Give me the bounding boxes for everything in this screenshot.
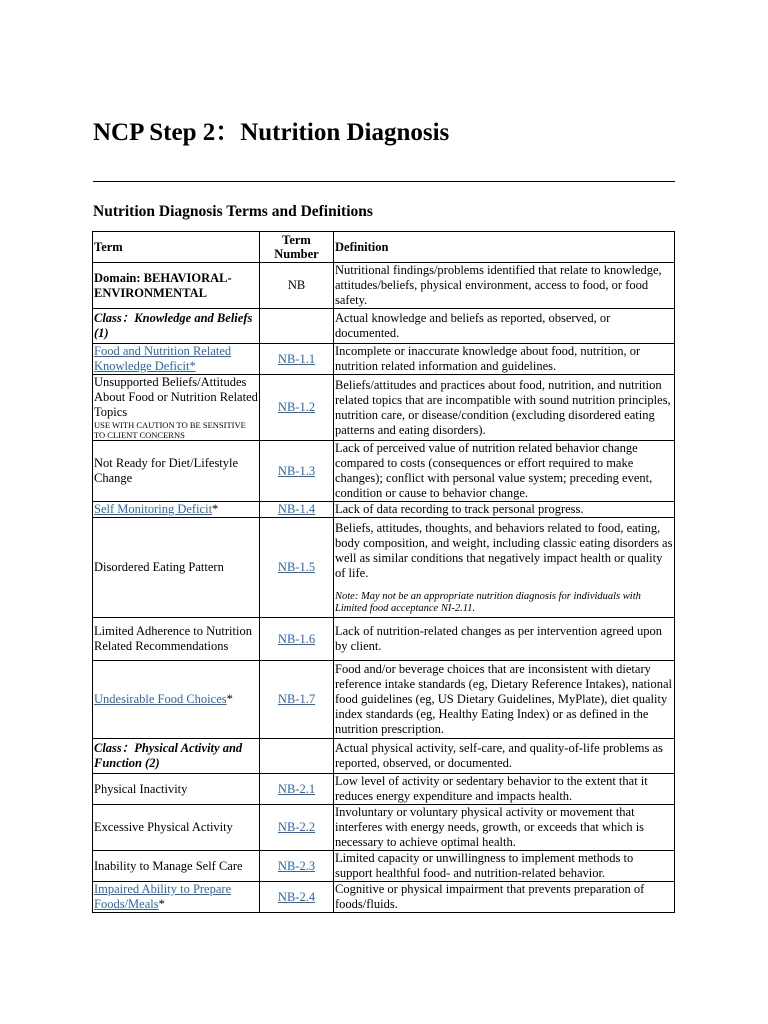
table-row (93, 441, 675, 502)
number-cell (260, 851, 334, 882)
class-term: Class：Knowledge and Beliefs (1) (93, 309, 260, 344)
term-number-link[interactable]: NB-1.7 (277, 692, 316, 706)
number-cell (260, 774, 334, 805)
term-cell: Excessive Physical Activity (93, 805, 260, 851)
definition-cell: Low level of activity or sedentary behavior to the extent that it reduces energy expenditure and impacts health. (334, 774, 675, 805)
definition-cell: Food and/or beverage choices that are inconsistent with dietary reference intake standards (eg, Dietary Reference Intakes), national food guidelines (eg, US Dietary Guidelines, MyPlate), diet quality index standards (eg, Healthy Eating Index) or as defined in the nutrition prescription. (334, 661, 675, 739)
term-link[interactable]: Undesirable Food Choices (94, 692, 227, 706)
table-row (93, 851, 675, 882)
term-number-link[interactable]: NB-1.1 (277, 351, 316, 366)
term-cell: Not Ready for Diet/Lifestyle Change (93, 441, 260, 502)
term-cell (93, 375, 260, 441)
term-asterisk: * (226, 692, 233, 706)
domain-number: NB (260, 263, 334, 309)
definition-cell: Lack of nutrition-related changes as per intervention agreed upon by client. (334, 618, 675, 661)
domain-definition: Nutritional findings/problems identified that relate to knowledge, attitudes/beliefs, physical environment, access to food, or food safety. (334, 263, 675, 309)
term-cell: Physical Inactivity (93, 774, 260, 805)
class-definition: Actual physical activity, self-care, and quality-of-life problems as reported, observed, or documented. (334, 739, 675, 774)
term-number-link[interactable]: NB-2.4 (277, 889, 316, 904)
term-cell: Inability to Manage Self Care (93, 851, 260, 882)
class-number (260, 309, 334, 344)
number-cell (260, 618, 334, 661)
term-asterisk: * (212, 502, 219, 516)
number-cell (260, 441, 334, 502)
number-cell (260, 344, 334, 375)
table-row (93, 518, 675, 618)
horizontal-rule (93, 181, 675, 182)
table-row (93, 344, 675, 375)
header-definition: Definition (334, 232, 675, 263)
table-row (93, 375, 675, 441)
term-cell (93, 882, 260, 913)
page-title: NCP Step 2：Nutrition Diagnosis (93, 119, 450, 146)
term-number-link[interactable]: NB-1.5 (277, 560, 316, 574)
term-number-link[interactable]: NB-1.6 (277, 631, 316, 646)
table-header-row (93, 232, 675, 263)
header-term: Term (93, 232, 260, 263)
class-row-knowledge (93, 309, 675, 344)
number-cell (260, 375, 334, 441)
number-cell (260, 518, 334, 618)
class-definition: Actual knowledge and beliefs as reported, observed, or documented. (334, 309, 675, 344)
term-number-link[interactable]: NB-1.4 (277, 502, 316, 516)
class-row-activity (93, 739, 675, 774)
term-number-link[interactable]: NB-1.3 (277, 463, 316, 478)
class-number (260, 739, 334, 774)
domain-row (93, 263, 675, 309)
term-number-link[interactable]: NB-2.3 (277, 858, 316, 873)
number-cell (260, 882, 334, 913)
definition-note: Note: May not be an appropriate nutrition diagnosis for individuals with Limited food acceptance NI-2.11. (335, 590, 641, 614)
term-asterisk: * (158, 897, 165, 911)
term-text: Unsupported Beliefs/Attitudes About Food or Nutrition Related Topics (94, 375, 258, 419)
table-row (93, 882, 675, 913)
number-cell (260, 661, 334, 739)
table-row (93, 618, 675, 661)
term-cell: Disordered Eating Pattern (93, 518, 260, 618)
term-cell (93, 661, 260, 739)
term-number-link[interactable]: NB-2.2 (277, 820, 316, 834)
domain-term: Domain: BEHAVIORAL-ENVIRONMENTAL (93, 263, 260, 309)
definition-cell: Beliefs/attitudes and practices about food, nutrition, and nutrition related topics that are incompatible with sound nutrition principles, nutrition care, or disease/condition (excluding disordered eating patterns and eating disorders). (334, 375, 675, 441)
number-cell (260, 502, 334, 518)
definition-text: Beliefs, attitudes, thoughts, and behaviors related to food, eating, body composition, and weight, including classic eating disorders as well as similar conditions that negatively impact health or quality of life. (335, 520, 673, 580)
definition-cell: Incomplete or inaccurate knowledge about food, nutrition, or nutrition related information and guidelines. (334, 344, 675, 375)
term-link[interactable]: Self Monitoring Deficit (94, 502, 213, 516)
number-cell (260, 805, 334, 851)
caution-note: USE WITH CAUTION TO BE SENSITIVE TO CLIENT CONCERNS (94, 420, 246, 440)
term-cell (93, 502, 260, 518)
definition-cell: Involuntary or voluntary physical activity or movement that interferes with energy needs, growth, or exceeds that which is necessary to achieve optimal health. (334, 805, 675, 851)
definition-cell (334, 518, 675, 618)
section-subtitle: Nutrition Diagnosis Terms and Definitions (93, 203, 373, 220)
term-cell (93, 344, 260, 375)
term-link[interactable]: Impaired Ability to Prepare Foods/Meals (94, 882, 232, 911)
term-link[interactable]: Food and Nutrition Related Knowledge Deficit* (94, 344, 232, 373)
definition-cell: Lack of perceived value of nutrition related behavior change compared to costs (consequences or effort required to make changes); conflict with personal value system; preceding event, condition or cause to behavior change. (334, 441, 675, 502)
class-term: Class：Physical Activity and Function (2) (93, 739, 260, 774)
term-cell: Limited Adherence to Nutrition Related Recommendations (93, 618, 260, 661)
table-row (93, 805, 675, 851)
term-number-link[interactable]: NB-2.1 (277, 781, 316, 796)
table-row (93, 774, 675, 805)
table-row (93, 502, 675, 518)
term-number-link[interactable]: NB-1.2 (277, 400, 316, 414)
table-row (93, 661, 675, 739)
definition-cell: Cognitive or physical impairment that prevents preparation of foods/fluids. (334, 882, 675, 913)
nutrition-diagnosis-table (92, 231, 675, 913)
header-term-number: Term Number (260, 232, 334, 263)
definition-cell: Lack of data recording to track personal progress. (334, 502, 675, 518)
definition-cell: Limited capacity or unwillingness to implement methods to support healthful food- and nutrition-related behavior. (334, 851, 675, 882)
